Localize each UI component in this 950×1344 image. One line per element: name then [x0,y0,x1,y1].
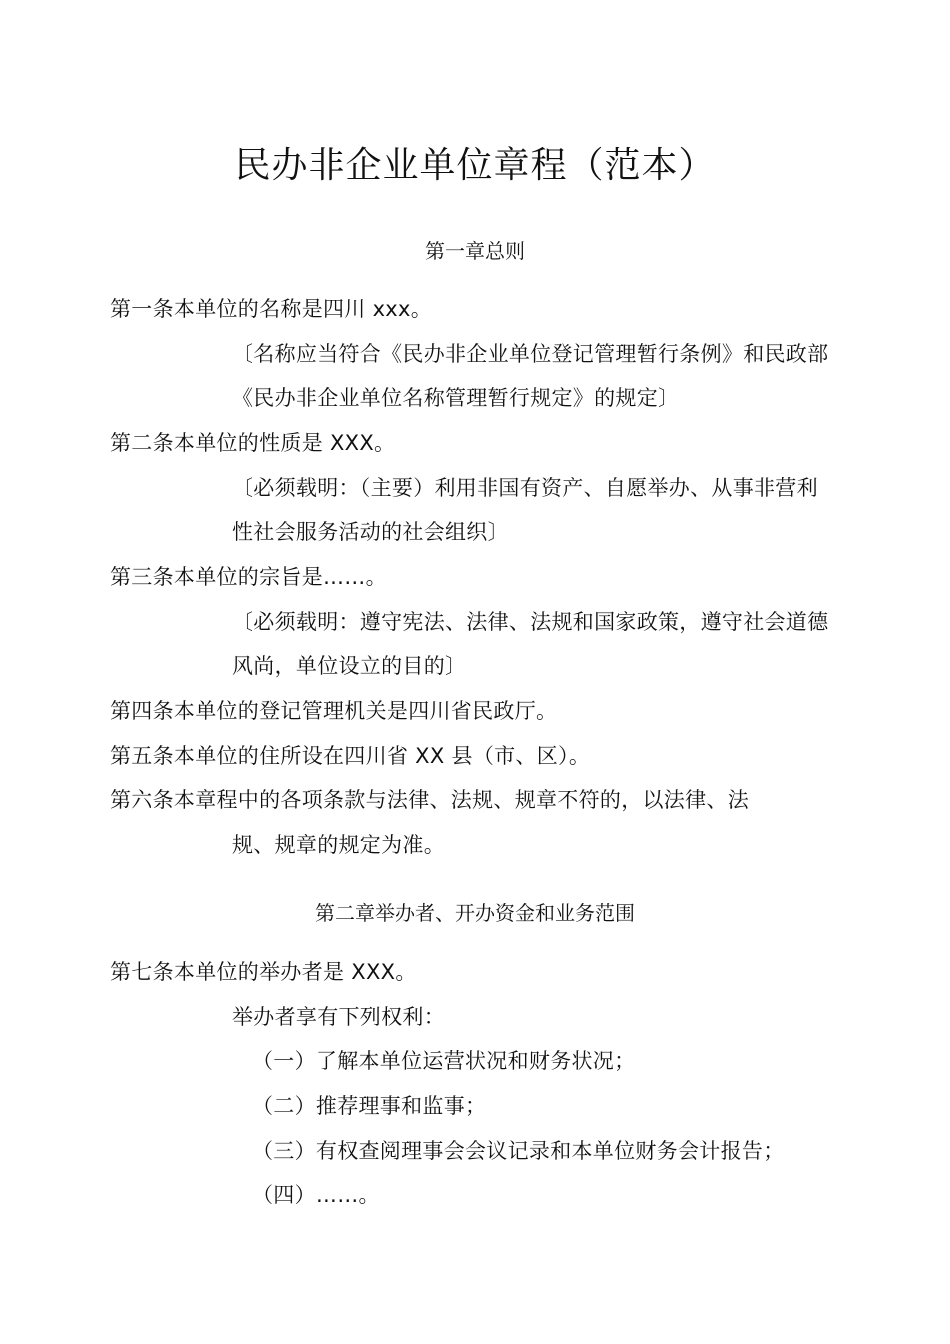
article-1: 第一条本单位的名称是四川 xxx。 [110,297,433,321]
chapter-2-heading: 第二章举办者、开办资金和业务范围 [315,901,635,925]
right-item-3: （三）有权查阅理事会会议记录和本单位财务会计报告； [252,1139,785,1163]
chapter-1-heading: 第一章总则 [425,239,525,263]
article-5: 第五条本单位的住所设在四川省 XX 县（市、区）。 [110,744,591,768]
article-3-note-line-2: 风尚，单位设立的目的〕 [232,654,467,678]
article-6-line-2: 规、规章的规定为准。 [232,833,445,857]
article-4: 第四条本单位的登记管理机关是四川省民政厅。 [110,699,558,723]
article-1-note-line-2: 《民办非企业单位名称管理暂行规定》的规定〕 [232,386,680,410]
article-3: 第三条本单位的宗旨是……。 [110,565,387,589]
article-2-note-line-1: 〔必须载明：（主要）利用非国有资产、自愿举办、从事非营利 [232,476,818,500]
right-item-4: （四）……。 [252,1183,380,1207]
article-2: 第二条本单位的性质是 XXX。 [110,431,396,455]
document-title: 民办非企业单位章程（范本） [234,145,716,186]
article-2-note-line-2: 性社会服务活动的社会组织〕 [232,520,509,544]
right-item-1: （一）了解本单位运营状况和财务状况； [252,1049,636,1073]
article-7: 第七条本单位的举办者是 XXX。 [110,960,417,984]
article-6-line-1: 第六条本章程中的各项条款与法律、法规、规章不符的，以法律、法 [110,788,749,812]
right-item-2: （二）推荐理事和监事； [252,1094,487,1118]
rights-intro: 举办者享有下列权利： [232,1005,445,1029]
article-3-note-line-1: 〔必须载明：遵守宪法、法律、法规和国家政策，遵守社会道德 [232,610,829,634]
article-1-note-line-1: 〔名称应当符合《民办非企业单位登记管理暂行条例》和民政部 [232,342,829,366]
